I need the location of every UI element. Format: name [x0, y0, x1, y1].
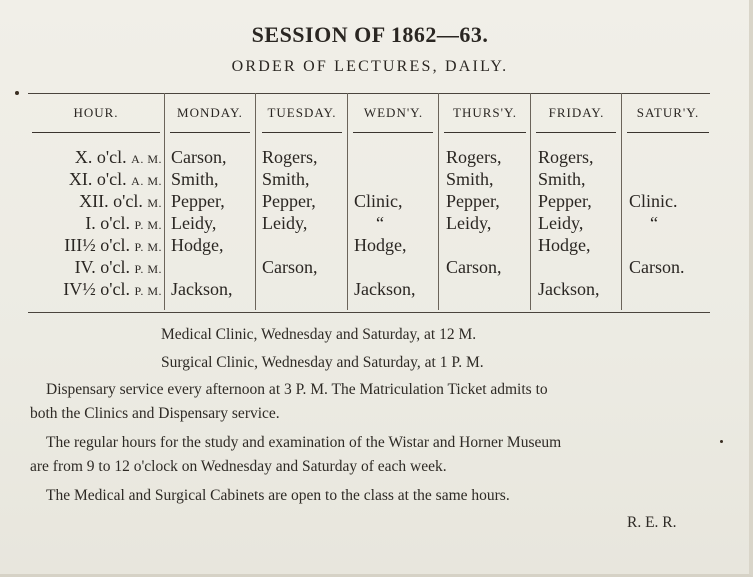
column-divider — [347, 93, 348, 310]
lecture-cell: Jackson, — [538, 279, 600, 299]
lecture-cell: Smith, — [262, 169, 310, 189]
column-divider — [621, 93, 622, 310]
lecture-cell: Carson, — [446, 257, 502, 277]
table-top-rule — [28, 93, 710, 94]
lecture-cell: Leidy, — [171, 213, 217, 233]
lecture-cell: Pepper, — [446, 191, 500, 211]
column-header-wednesday: WEDN'Y. — [363, 105, 424, 120]
surgical-clinic-note: Surgical Clinic, Wednesday and Saturday, at 1 P. M. — [161, 354, 484, 371]
lecture-cell: Pepper, — [262, 191, 316, 211]
signature-initials: R. E. R. — [627, 514, 677, 531]
lecture-cell: Rogers, — [538, 147, 594, 167]
hour-cell: XI. o'cl. A. M. — [68, 169, 162, 189]
header-underline — [353, 132, 433, 133]
column-divider — [530, 93, 531, 310]
column-header-thursday: THURS'Y. — [453, 105, 517, 120]
lecture-cell: Smith, — [171, 169, 219, 189]
lecture-cell: Jackson, — [354, 279, 416, 299]
lecture-cell: Smith, — [446, 169, 494, 189]
lecture-cell: Hodge, — [354, 235, 407, 255]
header-underline — [536, 132, 616, 133]
lecture-cell: Smith, — [538, 169, 586, 189]
museum-note-line2: are from 9 to 12 o'clock on Wednesday and Saturday of each week. — [30, 458, 447, 475]
column-header-monday: MONDAY. — [177, 105, 243, 120]
order-subtitle: ORDER OF LECTURES, DAILY. — [231, 58, 509, 75]
lecture-cell: Carson. — [629, 257, 685, 277]
lecture-cell: Pepper, — [171, 191, 225, 211]
column-header-tuesday: TUESDAY. — [267, 105, 337, 120]
hour-cell: IV. o'cl. P. M. — [74, 257, 162, 277]
header-underline — [262, 132, 342, 133]
lecture-cell: Carson, — [171, 147, 227, 167]
session-title: SESSION OF 1862—63. — [251, 22, 489, 47]
column-header-friday: FRIDAY. — [548, 105, 605, 120]
ditto-mark: “ — [376, 213, 384, 233]
header-underline — [627, 132, 709, 133]
column-header-saturday: SATUR'Y. — [636, 105, 700, 120]
lecture-cell: Carson, — [262, 257, 318, 277]
museum-note-line1: The regular hours for the study and examination of the Wistar and Horner Museum — [46, 434, 562, 451]
lecture-cell: Jackson, — [171, 279, 233, 299]
column-divider — [438, 93, 439, 310]
ink-spot — [720, 440, 723, 443]
column-divider — [164, 93, 165, 310]
lecture-cell: Clinic, — [354, 191, 403, 211]
header-underline — [170, 132, 250, 133]
header-underline — [32, 132, 160, 133]
lecture-cell: Rogers, — [446, 147, 502, 167]
column-header-hour: HOUR. — [73, 105, 119, 120]
cabinets-note: The Medical and Surgical Cabinets are open to the class at the same hours. — [46, 487, 510, 504]
header-underline — [444, 132, 526, 133]
dispensary-note-line1: Dispensary service every afternoon at 3 P. M. The Matriculation Ticket admits to — [46, 381, 548, 398]
ink-spot — [15, 91, 19, 95]
hour-cell: XII. o'cl. M. — [79, 191, 162, 211]
table-bottom-rule — [28, 312, 710, 313]
hour-cell: IV½ o'cl. P. M. — [63, 279, 162, 299]
column-divider — [255, 93, 256, 310]
hour-cell: I. o'cl. P. M. — [85, 213, 162, 233]
ditto-mark: “ — [650, 213, 658, 233]
lecture-cell: Clinic. — [629, 191, 678, 211]
hour-cell: X. o'cl. A. M. — [74, 147, 162, 167]
lecture-cell: Leidy, — [538, 213, 584, 233]
lecture-cell: Leidy, — [446, 213, 492, 233]
lecture-cell: Hodge, — [171, 235, 224, 255]
dispensary-note-line2: both the Clinics and Dispensary service. — [30, 405, 280, 422]
lecture-cell: Rogers, — [262, 147, 318, 167]
hour-cell: III½ o'cl. P. M. — [64, 235, 162, 255]
lecture-cell: Pepper, — [538, 191, 592, 211]
lecture-cell: Leidy, — [262, 213, 308, 233]
medical-clinic-note: Medical Clinic, Wednesday and Saturday, at 12 M. — [161, 326, 477, 343]
lecture-cell: Hodge, — [538, 235, 591, 255]
